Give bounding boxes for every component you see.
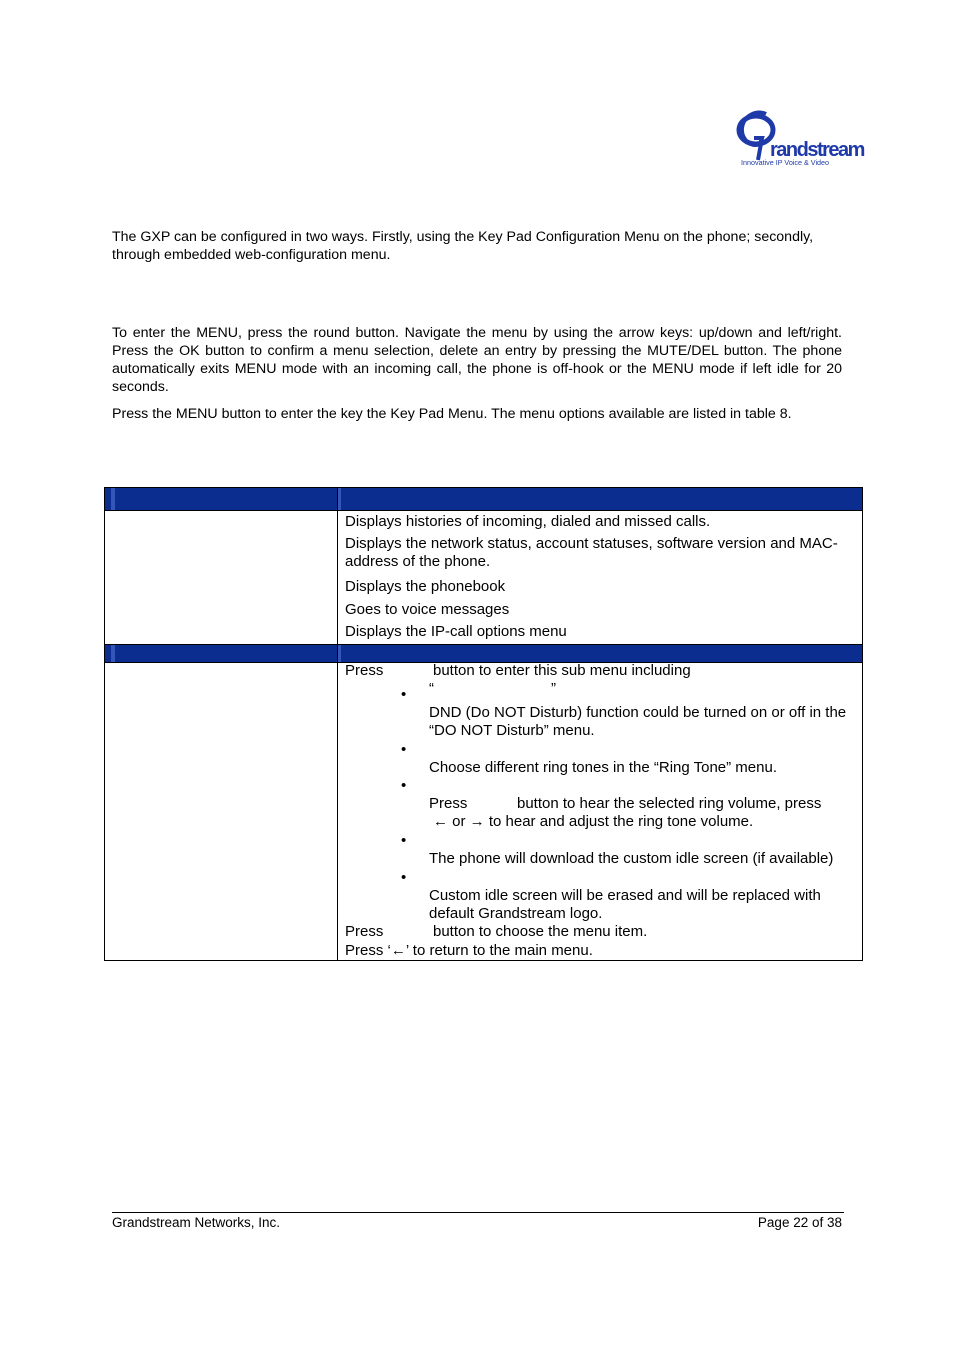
footer-page-number: Page 22 of 38 <box>757 1215 842 1230</box>
footer-company: Grandstream Networks, Inc. <box>112 1215 281 1230</box>
table-cell-ip-call: Displays the IP-call options menu <box>345 623 567 640</box>
bullet-erase-screen: • <box>401 869 407 886</box>
keypad-menu-table <box>104 487 863 961</box>
volume-arrows-description: ← or → to hear and adjust the ring tone volume. <box>433 813 754 830</box>
bullet-ring-tone: • <box>401 741 407 758</box>
logo-brand-text: randstream <box>770 139 864 161</box>
volume-press: Press <box>429 795 468 812</box>
table-cell-status: Displays the network status, account statuses, software version and MAC-address of the phone. <box>345 535 838 570</box>
return-description: Press ‘←’ to return to the main menu. <box>345 942 593 959</box>
table-section-header-row <box>105 644 862 662</box>
dnd-quote-open: “ <box>429 680 434 697</box>
dnd-quote-close: ” <box>551 680 556 697</box>
submenu-intro-press: Press <box>345 662 384 679</box>
ring-tone-description: Choose different ring tones in the “Ring Tone” menu. <box>429 759 777 776</box>
choose-description: button to choose the menu item. <box>433 923 648 940</box>
table-header-row <box>105 488 862 510</box>
bullet-ring-volume: • <box>401 777 407 794</box>
table-cell-history: Displays histories of incoming, dialed and missed calls. <box>345 513 711 530</box>
submenu-intro-text: button to enter this sub menu including <box>433 662 691 679</box>
volume-description: button to hear the selected ring volume, press <box>517 795 822 812</box>
menu-press-paragraph: Press the MENU button to enter the key the Key Pad Menu. The menu options available are listed in table 8. <box>112 406 792 422</box>
bullet-download-screen: • <box>401 832 407 849</box>
footer-divider <box>112 1212 844 1213</box>
intro-paragraph: The GXP can be configured in two ways. Firstly, using the Key Pad Configuration Menu on the phone; secondly, through embedded web-configuration menu. <box>112 229 814 263</box>
dnd-description: DND (Do NOT Disturb) function could be turned on or off in the “DO NOT Disturb” menu. <box>429 704 847 739</box>
grandstream-logo-mark <box>736 108 864 168</box>
logo-tagline-text: Innovative IP Voice & Video <box>741 158 830 167</box>
menu-navigation-paragraph: To enter the MENU, press the round button. Navigate the menu by using the arrow keys: up/down and left/right. Press the OK button to confirm a menu selection, delete an entry by pressing the MUTE/DEL button. The phone automatically exits MENU mode with an incoming call, the phone is off-hook or the MENU mode if left idle for 20 seconds. <box>112 325 842 395</box>
table-cell-voicemail: Goes to voice messages <box>345 601 510 618</box>
download-screen-description: The phone will download the custom idle screen (if available) <box>429 850 834 867</box>
erase-screen-description: Custom idle screen will be erased and will be replaced with default Grandstream logo. <box>429 887 821 922</box>
bullet-dnd: • <box>401 686 407 703</box>
table-cell-phonebook: Displays the phonebook <box>345 578 506 595</box>
grandstream-logo <box>736 108 864 168</box>
choose-press: Press <box>345 923 384 940</box>
